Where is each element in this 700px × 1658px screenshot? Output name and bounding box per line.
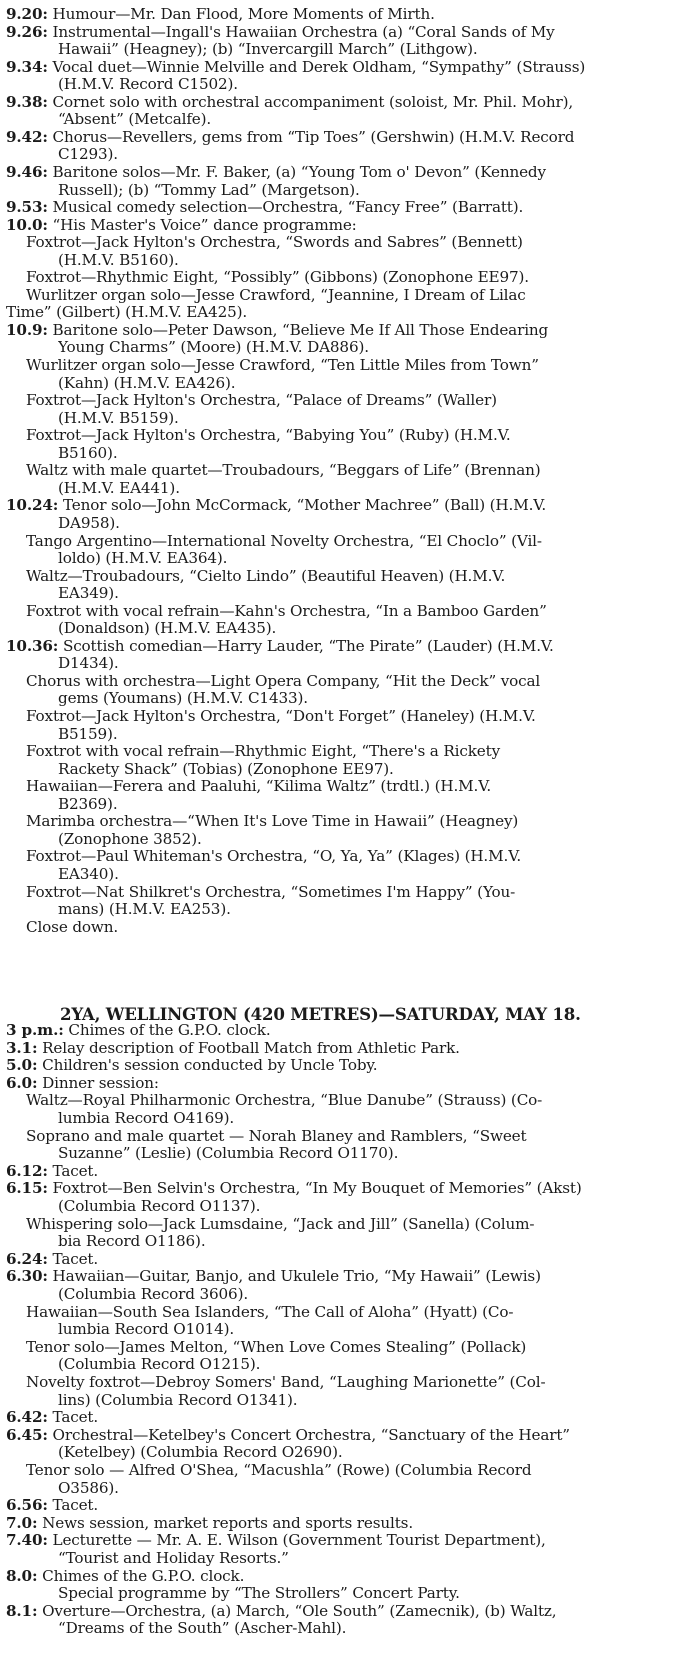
programme-entry [6,1427,694,1444]
programme-entry [6,129,694,146]
entry-continuation: D1434). [58,655,119,673]
programme-sub-entry: Waltz with male quartet—Troubadours, “Beggars of Life” (Brennan) [26,462,541,480]
programme-sub-entry: Foxtrot—Rhythmic Eight, “Possibly” (Gibbons) (Zonophone EE97). [26,269,529,287]
programme-sub-entry: Foxtrot—Jack Hylton's Orchestra, “Don't Forget” (Haneley) (H.M.V. [26,708,536,725]
entry-time: 10.0: [6,216,48,234]
entry-text: Dinner session: [37,1074,159,1092]
entry-time: 3 p.m.: [6,1022,64,1039]
entry-time: 9.34: [6,58,48,76]
programme-entry [6,1022,694,1039]
entry-text: Hawaiian—Guitar, Banjo, and Ukulele Trio, “My Hawaii” (Lewis) [47,1268,541,1286]
entry-text: Vocal duet—Winnie Melville and Derek Oldham, “Sympathy” (Strauss) [47,58,586,76]
entry-continuation: C1293). [58,146,118,164]
programme-sub-entry: Foxtrot—Paul Whiteman's Orchestra, “O, Ya, Ya” (Klages) (H.M.V. [26,848,522,866]
entry-continuation: mans) (H.M.V. EA253). [58,901,231,919]
programme-entry [6,1268,694,1285]
entry-continuation: Hawaii” (Heagney); (b) “Invercargill March” (Lithgow). [58,41,478,59]
programme-entry [6,24,694,41]
programme-entry [6,1532,694,1549]
entry-text: Tenor solo—John McCormack, “Mother Machree” (Ball) (H.M.V. [58,497,547,515]
entry-continuation: (Columbia Record O1215). [58,1356,261,1374]
entry-continuation: “Dreams of the South” (Ascher-Mahl). [58,1620,347,1638]
entry-continuation: B2369). [58,795,118,813]
entry-time: 6.30: [6,1268,48,1286]
programme-entry [6,1040,694,1057]
entry-time: 7.0: [6,1514,38,1532]
entry-continuation: (Ketelbey) (Columbia Record O2690). [58,1444,343,1462]
programme-sub-entry: Foxtrot—Nat Shilkret's Orchestra, “Sometimes I'm Happy” (You- [26,883,516,901]
programme-sub-entry: Marimba orchestra—“When It's Love Time in Hawaii” (Heagney) [26,813,519,831]
entry-time: 6.0: [6,1074,38,1092]
entry-continuation: Special programme by “The Strollers” Concert Party. [58,1585,460,1603]
entry-continuation: (H.M.V. Record C1502). [58,76,238,94]
entry-text: Tacet. [47,1409,99,1427]
entry-text: Scottish comedian—Harry Lauder, “The Pirate” (Lauder) (H.M.V. [58,637,554,655]
entry-continuation: EA349). [58,585,119,603]
entry-time: 9.46: [6,163,48,181]
programme-entry [6,59,694,76]
entry-continuation: “Absent” (Metcalfe). [58,111,212,129]
entry-text: Chorus—Revellers, gems from “Tip Toes” (Gershwin) (H.M.V. Record [47,128,575,146]
entry-text: Baritone solos—Mr. F. Baker, (a) “Young Tom o' Devon” (Kennedy [47,163,546,181]
programme-entry [6,6,694,23]
entry-text: News session, market reports and sports results. [37,1514,413,1532]
entry-continuation: (H.M.V. B5159). [58,409,179,427]
programme-sub-entry: Chorus with orchestra—Light Opera Company, “Hit the Deck” vocal [26,672,541,690]
entry-continuation: Suzanne” (Leslie) (Columbia Record O1170). [58,1145,399,1163]
programme-entry [6,1057,694,1074]
entry-text: Relay description of Football Match from Athletic Park. [37,1039,460,1057]
entry-time: 9.42: [6,128,48,146]
entry-time: 10.24: [6,497,59,515]
entry-text: Tacet. [47,1250,99,1268]
entry-continuation: lumbia Record O4169). [58,1110,235,1127]
programme-entry [6,322,694,339]
programme-sub-entry: Soprano and male quartet — Norah Blaney and Ramblers, “Sweet [26,1127,527,1145]
programme-entry [6,199,694,216]
entry-continuation: lumbia Record O1014). [58,1321,235,1339]
entry-continuation: loldo) (H.M.V. EA364). [58,550,228,568]
entry-text: Cornet solo with orchestral accompaniment (soloist, Mr. Phil. Mohr), [47,93,574,111]
entry-text: Orchestral—Ketelbey's Concert Orchestra, “Sanctuary of the Heart” [47,1426,570,1444]
entry-continuation: bia Record O1186). [58,1233,206,1251]
programme-entry [6,1409,694,1426]
programme-entry [6,1163,694,1180]
entry-text: Foxtrot—Ben Selvin's Orchestra, “In My Bouquet of Memories” (Akst) [47,1180,582,1198]
entry-text: Lecturette — Mr. A. E. Wilson (Government Tourist Department), [47,1532,546,1550]
programme-sub-entry: Close down. [26,918,119,936]
programme-entry [6,164,694,181]
programme-entry [6,94,694,111]
programme-sub-entry: Foxtrot with vocal refrain—Rhythmic Eight, “There's a Rickety [26,743,500,761]
programme-entry [6,1180,694,1197]
programme-sub-entry: Foxtrot—Jack Hylton's Orchestra, “Swords and Sabres” (Bennett) [26,234,523,252]
section-heading: 2YA, WELLINGTON (420 METRES)—SATURDAY, MAY 18. [60,1004,581,1024]
entry-text: Tacet. [47,1497,99,1515]
programme-sub-entry: Hawaiian—South Sea Islanders, “The Call of Aloha” (Hyatt) (Co- [26,1303,514,1321]
entry-time: 3.1: [6,1039,38,1057]
programme-sub-entry: Waltz—Troubadours, “Cielto Lindo” (Beautiful Heaven) (H.M.V. [26,567,506,585]
entry-text: Humour—Mr. Dan Flood, More Moments of Mirth. [47,6,435,23]
programme-sub-entry: Foxtrot—Jack Hylton's Orchestra, “Palace of Dreams” (Waller) [26,392,497,410]
entry-continuation: gems (Youmans) (H.M.V. C1433). [58,690,308,708]
programme-entry [6,1603,694,1620]
entry-continuation: Russell); (b) “Tommy Lad” (Margetson). [58,181,360,199]
programme-sub-entry: Novelty foxtrot—Debroy Somers' Band, “Laughing Marionette” (Col- [26,1374,546,1391]
entry-continuation: EA340). [58,865,119,883]
entry-text: Musical comedy selection—Orchestra, “Fancy Free” (Barratt). [47,199,524,217]
entry-time: 9.26: [6,23,48,41]
entry-continuation: Young Charms” (Moore) (H.M.V. DA886). [58,339,369,357]
programme-entry [6,1568,694,1585]
programme-sub-entry: Tenor solo — Alfred O'Shea, “Macushla” (Rowe) (Columbia Record [26,1462,532,1479]
entry-time: 6.15: [6,1180,48,1198]
programme-entry [6,638,694,655]
entry-text: Tacet. [47,1162,99,1180]
entry-text: Chimes of the G.P.O. clock. [37,1567,245,1585]
entry-continuation: O3586). [58,1479,119,1497]
entry-continuation: “Tourist and Holiday Resorts.” [58,1550,289,1567]
programme-entry [6,1497,694,1514]
programme-sub-entry: Tenor solo—James Melton, “When Love Comes Stealing” (Pollack) [26,1338,527,1356]
entry-text: Children's session conducted by Uncle Toby. [37,1057,378,1075]
programme-sub-entry: Whispering solo—Jack Lumsdaine, “Jack and Jill” (Sanella) (Colum- [26,1215,535,1233]
entry-continuation: (Kahn) (H.M.V. EA426). [58,374,236,392]
entry-continuation: Rackety Shack” (Tobias) (Zonophone EE97). [58,760,394,778]
entry-time: 8.0: [6,1567,38,1585]
programme-sub-entry: Wurlitzer organ solo—Jesse Crawford, “Ten Little Miles from Town” [26,357,539,374]
programme-sub-entry: Waltz—Royal Philharmonic Orchestra, “Blue Danube” (Strauss) (Co- [26,1092,543,1110]
entry-time: 9.38: [6,93,48,111]
entry-time: 6.12: [6,1162,48,1180]
entry-continuation: lins) (Columbia Record O1341). [58,1391,298,1409]
entry-text: Baritone solo—Peter Dawson, “Believe Me If All Those Endearing [47,321,549,339]
programme-entry [6,1075,694,1092]
entry-continuation: DA958). [58,514,120,532]
entry-text: Instrumental—Ingall's Hawaiian Orchestra (a) “Coral Sands of My [47,23,555,41]
entry-time: 10.36: [6,637,59,655]
programme-sub-entry: Hawaiian—Ferera and Paaluhi, “Kilima Waltz” (trdtl.) (H.M.V. [26,778,492,796]
entry-text: “His Master's Voice” dance programme: [47,216,357,234]
entry-continuation: (Zonophone 3852). [58,830,202,848]
entry-time: 6.56: [6,1497,48,1515]
entry-time: 6.24: [6,1250,48,1268]
entry-continuation: (H.M.V. B5160). [58,251,179,269]
entry-continuation: B5159). [58,725,118,743]
programme-entry [6,1251,694,1268]
entry-time: 6.45: [6,1426,48,1444]
programme-entry [6,497,694,514]
entry-continuation: (Columbia Record O1137). [58,1198,261,1215]
entry-time: 7.40: [6,1532,48,1550]
entry-continuation: Time” (Gilbert) (H.M.V. EA425). [6,304,248,322]
programme-entry [6,217,694,234]
entry-text: Overture—Orchestra, (a) March, “Ole South” (Zamecnik), (b) Waltz, [37,1602,557,1620]
programme-sub-entry: Wurlitzer organ solo—Jesse Crawford, “Jeannine, I Dream of Lilac [26,286,526,304]
entry-continuation: (H.M.V. EA441). [58,479,180,497]
programme-entry [6,1515,694,1532]
entry-continuation: (Donaldson) (H.M.V. EA435). [58,620,277,638]
programme-sub-entry: Foxtrot—Jack Hylton's Orchestra, “Babying You” (Ruby) (H.M.V. [26,427,511,445]
entry-continuation: (Columbia Record 3606). [58,1286,249,1303]
entry-time: 9.20: [6,6,48,23]
entry-time: 6.42: [6,1409,48,1427]
entry-time: 10.9: [6,321,48,339]
entry-time: 5.0: [6,1057,38,1075]
programme-sub-entry: Tango Argentino—International Novelty Orchestra, “El Choclo” (Vil- [26,532,542,550]
entry-time: 9.53: [6,199,48,217]
programme-sub-entry: Foxtrot with vocal refrain—Kahn's Orchestra, “In a Bamboo Garden” [26,602,547,620]
entry-time: 8.1: [6,1602,38,1620]
entry-continuation: B5160). [58,444,118,462]
entry-text: Chimes of the G.P.O. clock. [63,1022,271,1039]
